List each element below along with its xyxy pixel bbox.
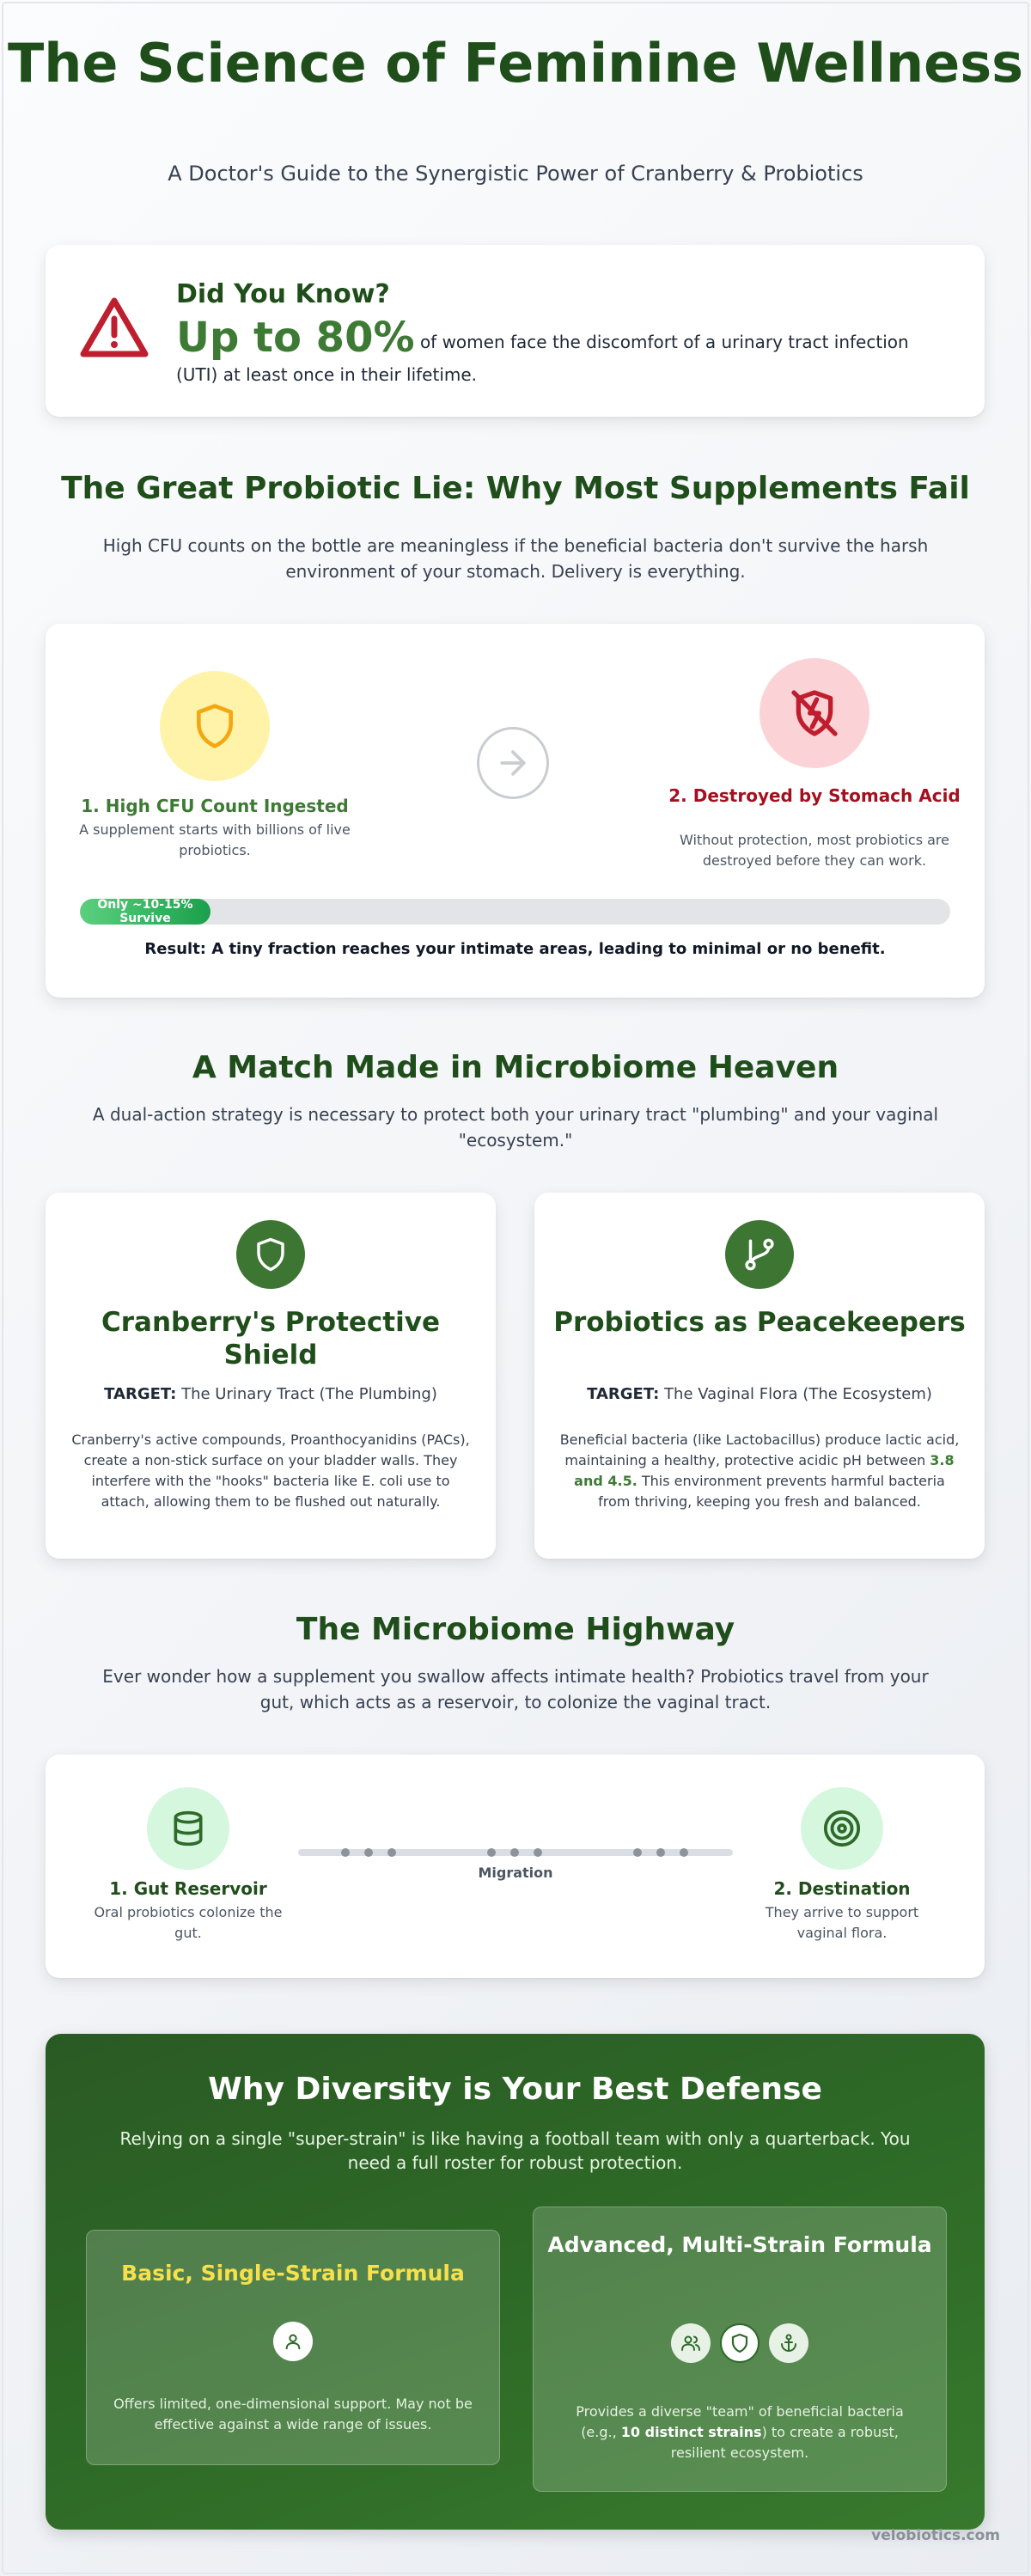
match-title: A Match Made in Microbiome Heaven — [192, 1050, 839, 1085]
target-label: TARGET: — [104, 1385, 177, 1403]
basic-formula-title: Basic, Single-Strain Formula — [121, 2261, 465, 2286]
match-intro: A dual-action strategy is necessary to protect both your urinary tract "plumbing" and your vaginal "ecosystem." — [92, 1104, 939, 1151]
broken-shield-icon — [787, 686, 842, 741]
warning-triangle-icon — [80, 296, 149, 358]
bacteria-dot — [364, 1848, 373, 1857]
probiotics-title: Probiotics as Peacekeepers — [553, 1307, 966, 1338]
stat-description: of women face the discomfort of a urinary tract infection (UTI) at least once in their lifetime. — [176, 332, 909, 385]
bacteria-dot — [534, 1848, 542, 1857]
user-icon — [273, 2322, 313, 2361]
bacteria-dot — [510, 1848, 519, 1857]
probiotics-card — [534, 1193, 985, 1559]
branch-icon — [741, 1236, 778, 1273]
probiotics-desc — [558, 1430, 961, 1512]
bacteria-dot — [633, 1848, 642, 1857]
database-icon — [169, 1810, 207, 1847]
shield-icon — [191, 702, 239, 750]
diversity-section — [46, 2034, 985, 2530]
stat-highlight: Up to 80% — [176, 314, 415, 362]
bacteria-dot — [387, 1848, 396, 1857]
gut-title: 1. Gut Reservoir — [109, 1878, 267, 1899]
desc-text: Provides a diverse "team" of beneficial bacteria (e.g., — [576, 2403, 904, 2440]
cranberry-title: Cranberry's Protective Shield — [101, 1307, 440, 1370]
cranberry-target — [63, 1385, 479, 1403]
advanced-formula-title: Advanced, Multi-Strain Formula — [547, 2232, 932, 2257]
cranberry-desc: Cranberry's active compounds, Proanthocyanidins (PACs), create a non-stick surface on your bladder walls. They interfere with the "hooks" bacteria like E. coli use to attach, allowing them to be flushed out naturally. — [71, 1431, 470, 1510]
shield-icon — [253, 1236, 289, 1273]
probiotic-lie-result: Result: A tiny fraction reaches your intimate areas, leading to minimal or no benefit. — [144, 940, 886, 958]
advanced-formula-card — [533, 2207, 947, 2492]
highway-title: The Microbiome Highway — [296, 1612, 735, 1647]
bacteria-dot — [656, 1848, 665, 1857]
target-value: The Urinary Tract (The Plumbing) — [181, 1385, 437, 1403]
gut-desc: Oral probiotics colonize the gut. — [94, 1904, 283, 1941]
step-ingested-desc: A supplement starts with billions of live probiotics. — [79, 821, 351, 858]
desc-text: ) to create a robust, resilient ecosystem. — [670, 2424, 899, 2461]
ph-range: 3.8 and 4.5. — [574, 1452, 955, 1489]
strain-count: 10 distinct strains — [620, 2424, 762, 2440]
basic-formula-desc: Offers limited, one-dimensional support. May not be effective against a wide range of issues. — [113, 2396, 473, 2433]
anchor-icon — [769, 2323, 808, 2363]
desc-text: Beneficial bacteria (like Lactobacillus) produce lactic acid, maintaining a healthy, protective acidic pH between — [559, 1431, 960, 1468]
shield-icon — [720, 2323, 760, 2363]
step-destroyed-desc: Without protection, most probiotics are destroyed before they can work. — [680, 832, 949, 869]
target-value: The Vaginal Flora (The Ecosystem) — [664, 1385, 932, 1403]
target-label: TARGET: — [587, 1385, 660, 1403]
migration-label: Migration — [478, 1865, 553, 1881]
step-ingested-badge — [160, 671, 270, 781]
survival-progress-fill — [80, 899, 210, 925]
highway-intro: Ever wonder how a supplement you swallow affects intimate health? Probiotics travel from your gut, which acts as a reservoir, to colonize the vaginal tract. — [102, 1666, 929, 1712]
page-title: The Science of Feminine Wellness — [7, 32, 1024, 95]
gut-badge — [147, 1787, 229, 1870]
probiotic-journey-card — [46, 624, 985, 998]
page-subtitle: A Doctor's Guide to the Synergistic Power of Cranberry & Probiotics — [168, 162, 863, 186]
highway-card — [46, 1755, 985, 1978]
advanced-formula-desc — [559, 2402, 920, 2463]
step-destroyed-title: 2. Destroyed by Stomach Acid — [668, 785, 961, 806]
diversity-intro: Relying on a single "super-strain" is like having a football team with only a quarterback. You need a full roster for robust protection. — [119, 2128, 911, 2173]
target-icon — [822, 1809, 862, 1848]
destination-desc: They arrive to support vaginal flora. — [765, 1904, 919, 1941]
probiotic-lie-intro: High CFU counts on the bottle are meaningless if the beneficial bacteria don't survive the harsh environment of your stomach. Delivery is everything. — [102, 535, 929, 582]
cranberry-card — [46, 1193, 496, 1559]
destination-title: 2. Destination — [773, 1878, 911, 1899]
basic-formula-card — [86, 2230, 500, 2465]
bacteria-dot — [341, 1848, 350, 1857]
arrow-right-icon — [477, 727, 549, 799]
probiotics-target — [552, 1385, 967, 1403]
did-you-know-text — [176, 314, 949, 388]
bacteria-dot — [487, 1848, 496, 1857]
diversity-title: Why Diversity is Your Best Defense — [208, 2072, 822, 2107]
bacteria-dot — [680, 1848, 688, 1857]
migration-track — [298, 1849, 733, 1856]
destination-badge — [801, 1787, 883, 1870]
footer-brand-link[interactable]: velobiotics.com — [871, 2527, 1000, 2544]
probiotic-lie-title: The Great Probiotic Lie: Why Most Supplements Fail — [61, 471, 970, 506]
did-you-know-card — [46, 245, 985, 417]
survival-label: Only ~10-15% Survive — [97, 899, 193, 925]
step-destroyed-badge — [760, 658, 869, 768]
users-icon — [671, 2323, 711, 2363]
cranberry-icon-badge — [236, 1220, 305, 1289]
survival-progress-bar — [80, 899, 950, 925]
did-you-know-title: Did You Know? — [176, 279, 390, 309]
desc-text: This environment prevents harmful bacteria from thriving, keeping you fresh and balanced. — [598, 1473, 945, 1510]
probiotics-icon-badge — [725, 1220, 794, 1289]
step-ingested-title: 1. High CFU Count Ingested — [81, 796, 349, 816]
